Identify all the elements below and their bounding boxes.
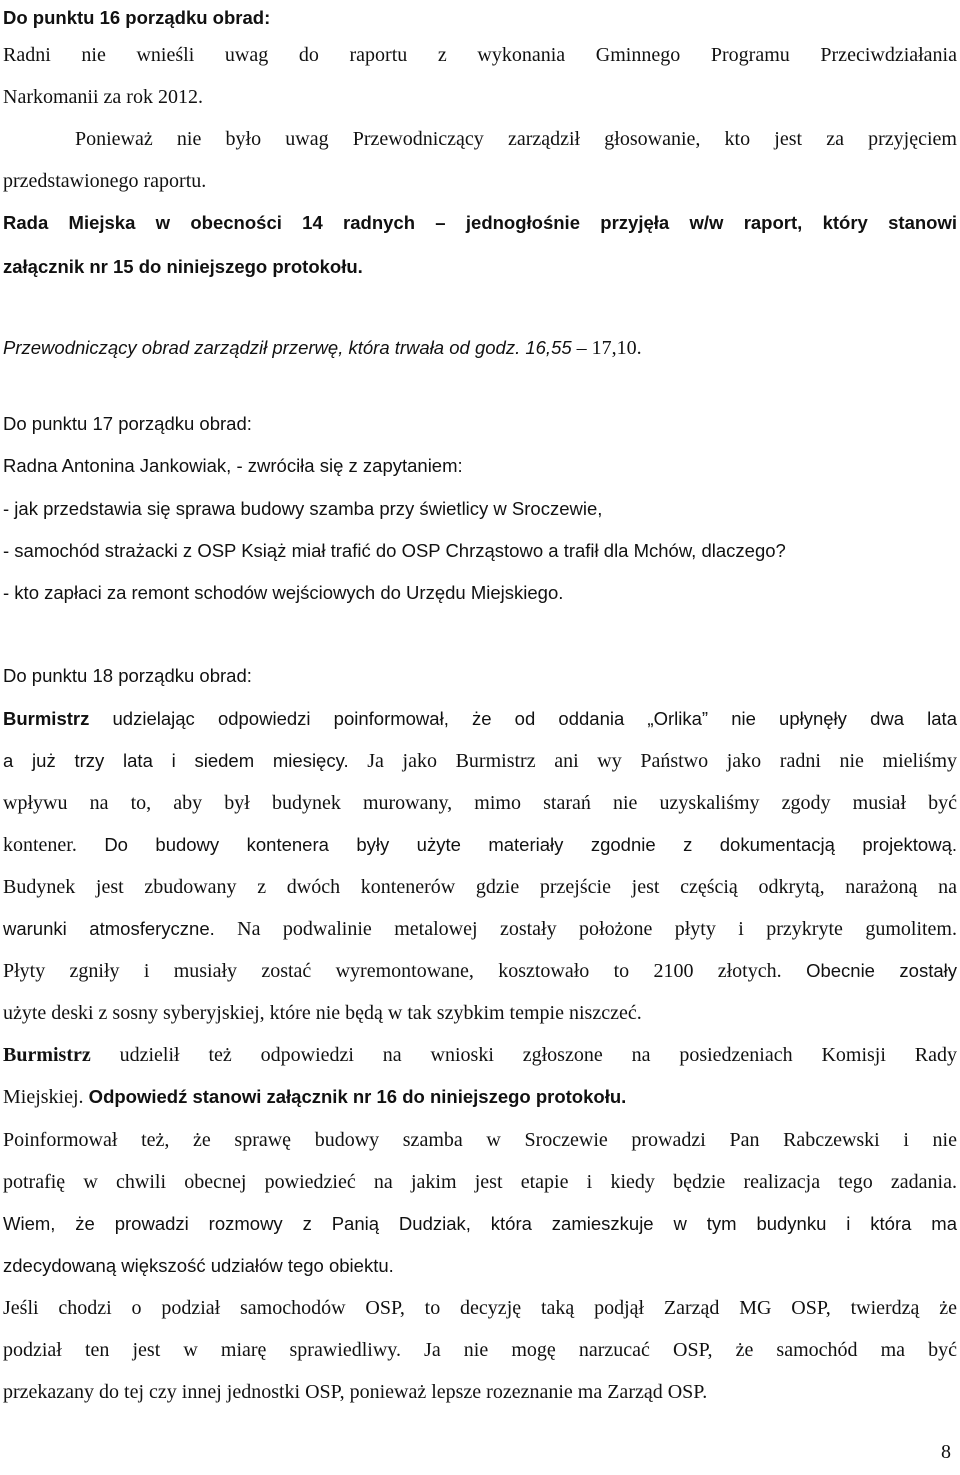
break-note-text: Przewodniczący obrad zarządził przerwę, która trwała od godz. 16,55 [3,337,572,358]
paragraph-line: Burmistrz udzielił też odpowiedzi na wnioski zgłoszone na posiedzeniach Komisji Rady [3,1044,957,1066]
paragraph-line: użyte deski z sosny syberyjskiej, które nie będą w tak szybkim tempie niszczeć. [3,1002,642,1024]
paragraph-line: potrafię w chwili obecnej powiedzieć na jakim jest etapie i kiedy będzie realizacja tego zadania. [3,1171,957,1193]
paragraph-line: Miejskiej. Odpowiedź stanowi załącznik nr 16 do niniejszego protokołu. [3,1086,627,1108]
paragraph-line: Ponieważ nie było uwag Przewodniczący zarządził głosowanie, kto jest za przyjęciem [75,128,957,150]
speaker-label: Burmistrz [3,708,90,729]
attachment-note: Odpowiedź stanowi załącznik nr 16 do niniejszego protokołu. [83,1086,627,1107]
paragraph-line: Narkomanii za rok 2012. [3,86,203,108]
paragraph-line: Jeśli chodzi o podział samochodów OSP, to decyzję taką podjął Zarząd MG OSP, twierdzą że [3,1297,957,1319]
paragraph-line: Radna Antonina Jankowiak, - zwróciła się z zapytaniem: [3,455,463,476]
paragraph-line: przedstawionego raportu. [3,170,207,192]
paragraph-line: Wiem, że prowadzi rozmowy z Panią Dudziak, która zamieszkuje w tym budynku i która ma [3,1213,957,1234]
paragraph-line: a już trzy lata i siedem miesięcy. Ja jako Burmistrz ani wy Państwo jako radni nie mieliśmy [3,750,957,772]
paragraph-line: podział ten jest w miarę sprawiedliwy. Ja nie mogę narzucać OSP, że samochód ma być [3,1339,957,1361]
paragraph-line: warunki atmosferyczne. Na podwalinie metalowej zostały położone płyty i przykryte gumolitem. [3,918,957,940]
question-item: - kto zapłaci za remont schodów wejściowych do Urzędu Miejskiego. [3,582,564,603]
paragraph-line: wpływu na to, aby był budynek murowany, mimo starań nie uzyskaliśmy zgody musiał być [3,792,957,814]
section-16-heading: Do punktu 16 porządku obrad: [3,7,271,28]
paragraph-line: kontener. Do budowy kontenera były użyte materiały zgodnie z dokumentacją projektową. [3,834,957,856]
question-item: - jak przedstawia się sprawa budowy szamba przy świetlicy w Sroczewie, [3,498,603,519]
break-note [3,336,957,360]
paragraph-line: przekazany do tej czy innej jednostki OSP, ponieważ lepsze rozeznanie ma Zarząd OSP. [3,1381,708,1403]
question-item: - samochód strażacki z OSP Książ miał trafić do OSP Chrząstowo a trafił dla Mchów, dlaczego? [3,540,786,561]
section-18-heading: Do punktu 18 porządku obrad: [3,665,252,686]
speaker-label: Burmistrz [3,1044,91,1066]
paragraph-line: Radni nie wnieśli uwag do raportu z wykonania Gminnego Programu Przeciwdziałania [3,44,957,66]
resolution-line: załącznik nr 15 do niniejszego protokołu. [3,256,363,277]
page-number: 8 [941,1441,951,1463]
paragraph-line: zdecydowaną większość udziałów tego obiektu. [3,1255,394,1276]
resolution-line: Rada Miejska w obecności 14 radnych – jednogłośnie przyjęła w/w raport, który stanowi [3,212,957,233]
section-17-heading: Do punktu 17 porządku obrad: [3,413,252,434]
paragraph-line: Budynek jest zbudowany z dwóch kontenerów gdzie przejście jest częścią odkrytą, narażoną na [3,876,957,898]
paragraph-line: Poinformował też, że sprawę budowy szamba w Sroczewie prowadzi Pan Rabczewski i nie [3,1129,957,1151]
paragraph-line: Płyty zgniły i musiały zostać wyremontowane, kosztowało to 2100 złotych. Obecnie zostały [3,960,957,982]
paragraph-line: Burmistrz udzielając odpowiedzi poinformował, że od oddania „Orlika” nie upłynęły dwa lata [3,708,957,729]
break-note-time: – 17,10. [571,337,642,359]
